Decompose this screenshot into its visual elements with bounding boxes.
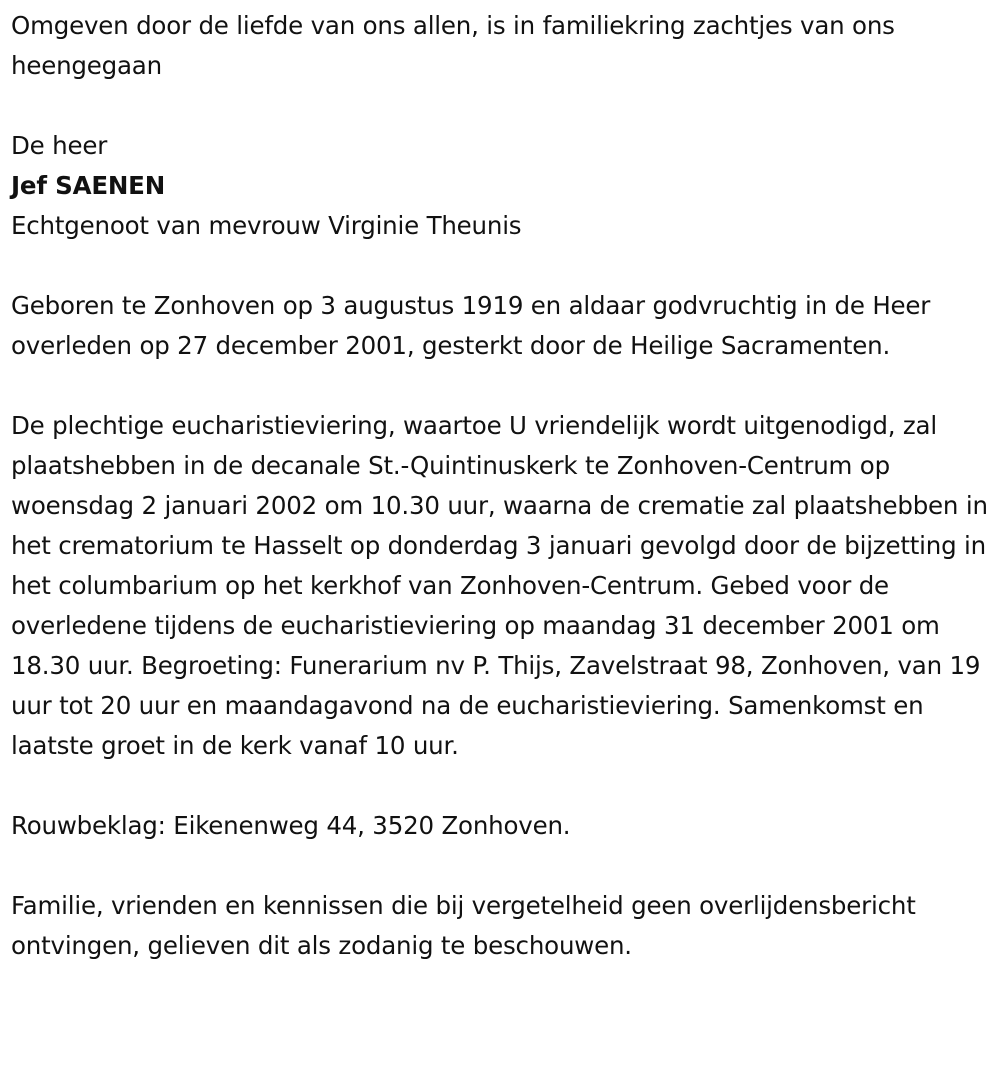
- salutation: De heer: [11, 131, 108, 160]
- ceremony-paragraph: De plechtige eucharistieviering, waartoe U vriendelijk wordt uitgenodigd, zal plaatshebben in de decanale St.-Quintinuskerk te Zonhoven-Centrum op woensdag 2 januari 2002 om 10.30 uur, waarna de crematie zal plaatshebben in het crematorium te Hasselt op donderdag 3 januari gevolgd door de bijzetting in het columbarium op het kerkhof van Zonhoven-Centrum. Gebed voor de overledene tijdens de eucharistieviering op maandag 31 december 2001 om 18.30 uur. Begroeting: Funerarium nv P. Thijs, Zavelstraat 98, Zonhoven, van 19 uur tot 20 uur en maandagavond na de eucharistieviering. Samenkomst en laatste groet in de kerk vanaf 10 uur.: [11, 411, 988, 760]
- obituary-notice: [11, 6, 991, 966]
- birth-death-paragraph: Geboren te Zonhoven op 3 augustus 1919 en aldaar godvruchtig in de Heer overleden op 27 december 2001, gesterkt door de Heilige Sacramenten.: [11, 291, 931, 360]
- condolence-address: Rouwbeklag: Eikenenweg 44, 3520 Zonhoven.: [11, 811, 571, 840]
- closing-paragraph: Familie, vrienden en kennissen die bij vergetelheid geen overlijdensbericht ontvingen, gelieven dit als zodanig te beschouwen.: [11, 891, 916, 960]
- spouse-line: Echtgenoot van mevrouw Virginie Theunis: [11, 211, 522, 240]
- deceased-name: Jef SAENEN: [11, 171, 166, 200]
- intro-text: Omgeven door de liefde van ons allen, is in familiekring zachtjes van ons heengegaan: [11, 11, 895, 80]
